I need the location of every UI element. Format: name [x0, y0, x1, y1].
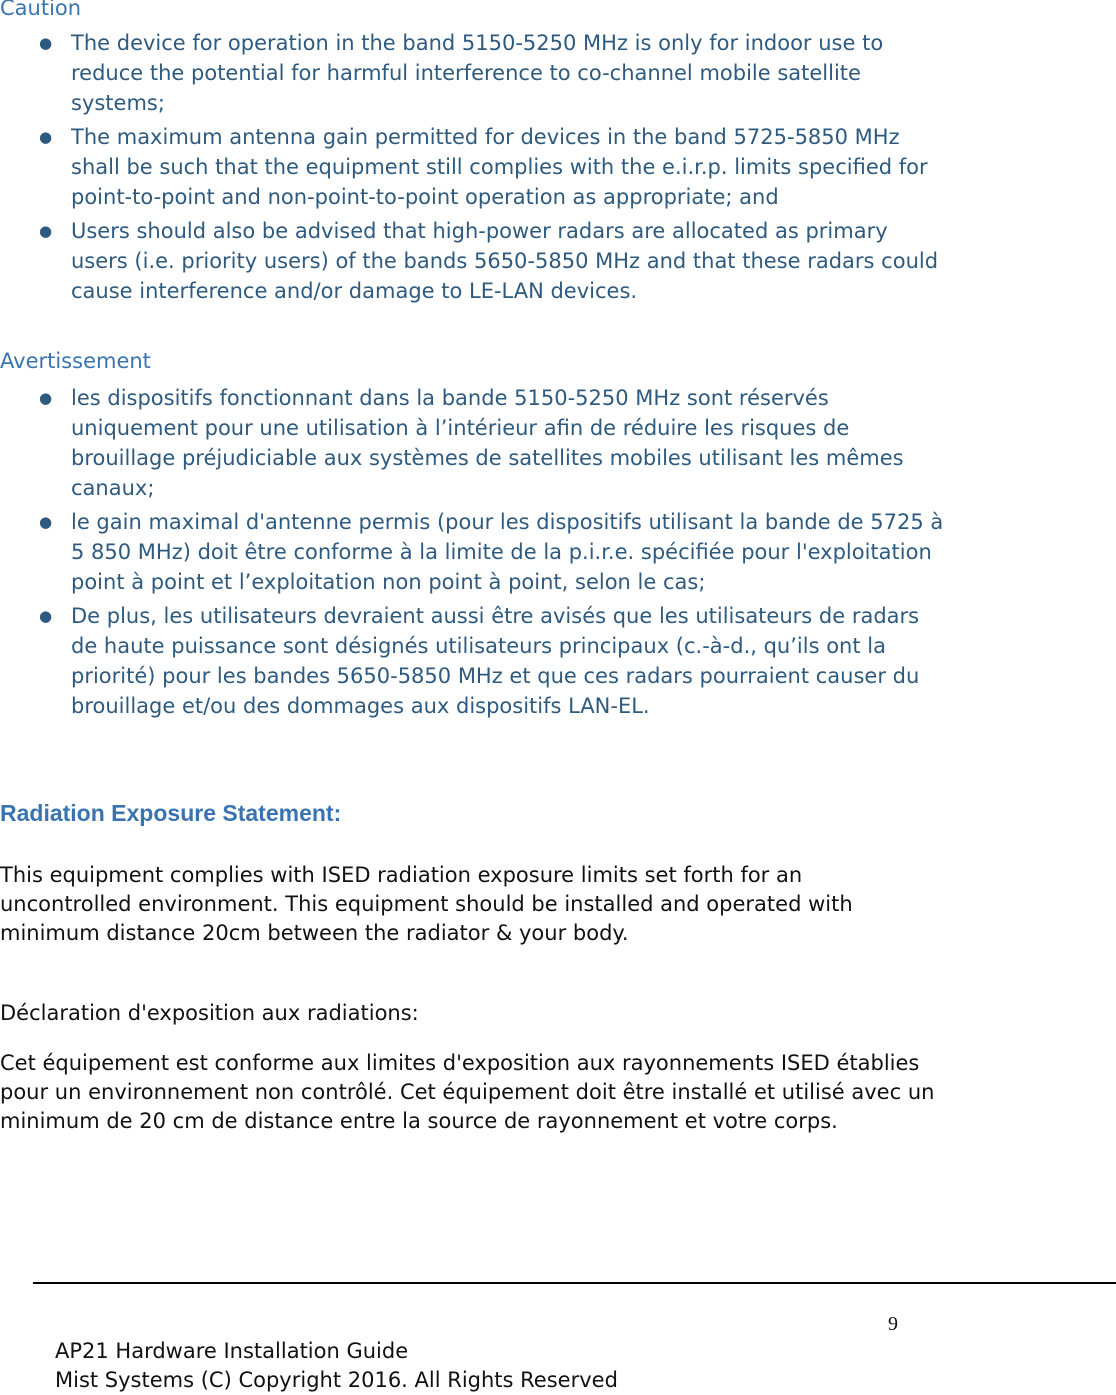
- caution-heading: Caution: [0, 0, 82, 20]
- bullet-icon: ●: [39, 389, 53, 407]
- footer-doc-title: AP21 Hardware Installation Guide: [55, 1339, 409, 1363]
- bullet-icon: ●: [39, 607, 53, 625]
- bullet-icon: ●: [39, 34, 53, 52]
- list-item: [0, 507, 961, 597]
- list-item-text: The device for operation in the band 5150-5250 MHz is only for indoor use to reduce the potential for harmful interference to co-channel mobile satellite systems;: [71, 31, 884, 115]
- list-item-text: De plus, les utilisateurs devraient aussi être avisés que les utilisateurs de radars de haute puissance sont désignés utilisateurs principaux (c.-à-d., qu’ils ont la priorité) pour les bandes 5650-5850 MHz et que ces radars pourraient causer du brouillage et/ou des dommages aux dispositifs LAN-EL.: [71, 604, 920, 718]
- page-number: 9: [888, 1313, 898, 1335]
- list-item-text: les dispositifs fonctionnant dans la bande 5150-5250 MHz sont réservés uniquement pour une utilisation à l’intérieur afin de réduire les risques de brouillage préjudiciable aux systèmes de satellites mobiles utilisant les mêmes canaux;: [71, 386, 904, 500]
- avertissement-list: [0, 383, 960, 725]
- footer-divider: [33, 1282, 1116, 1284]
- bullet-icon: ●: [39, 513, 53, 531]
- radiation-exposure-title: Radiation Exposure Statement:: [0, 800, 342, 826]
- list-item-text: The maximum antenna gain permitted for devices in the band 5725-5850 MHz shall be such that the equipment still complies with the e.i.r.p. limits specified for point-to-point and non-point-to-point operation as appropriate; and: [71, 125, 928, 209]
- list-item-text: Users should also be advised that high-power radars are allocated as primary users (i.e. priority users) of the bands 5650-5850 MHz and that these radars could cause interference and/or damage to LE-LAN devices.: [71, 219, 939, 303]
- bullet-icon: ●: [39, 222, 53, 240]
- radiation-french-paragraph: Cet équipement est conforme aux limites d'exposition aux rayonnements ISED établies pour un environnement non contrôlé. Cet équipement doit être installé et utilisé avec un minimum de 20 cm de distance entre la source de rayonnement et votre corps.: [0, 1051, 935, 1133]
- caution-list: [0, 28, 960, 310]
- list-item: [0, 383, 951, 503]
- radiation-french-title: Déclaration d'exposition aux radiations:: [0, 1001, 419, 1025]
- list-item: [0, 28, 941, 118]
- avertissement-heading: Avertissement: [0, 349, 151, 373]
- list-item: [0, 216, 951, 306]
- bullet-icon: ●: [39, 128, 53, 146]
- footer-copyright: Mist Systems (C) Copyright 2016. All Rights Reserved: [55, 1368, 618, 1392]
- radiation-english-paragraph: This equipment complies with ISED radiation exposure limits set forth for an uncontrolled environment. This equipment should be installed and operated with minimum distance 20cm between the radiator & your body.: [0, 863, 853, 945]
- list-item: [0, 601, 951, 721]
- list-item-text: le gain maximal d'antenne permis (pour les dispositifs utilisant la bande de 5725 à 5 850 MHz) doit être conforme à la limite de la p.i.r.e. spécifiée pour l'exploitation point à point et l’exploitation non point à point, selon le cas;: [71, 510, 944, 594]
- list-item: [0, 122, 951, 212]
